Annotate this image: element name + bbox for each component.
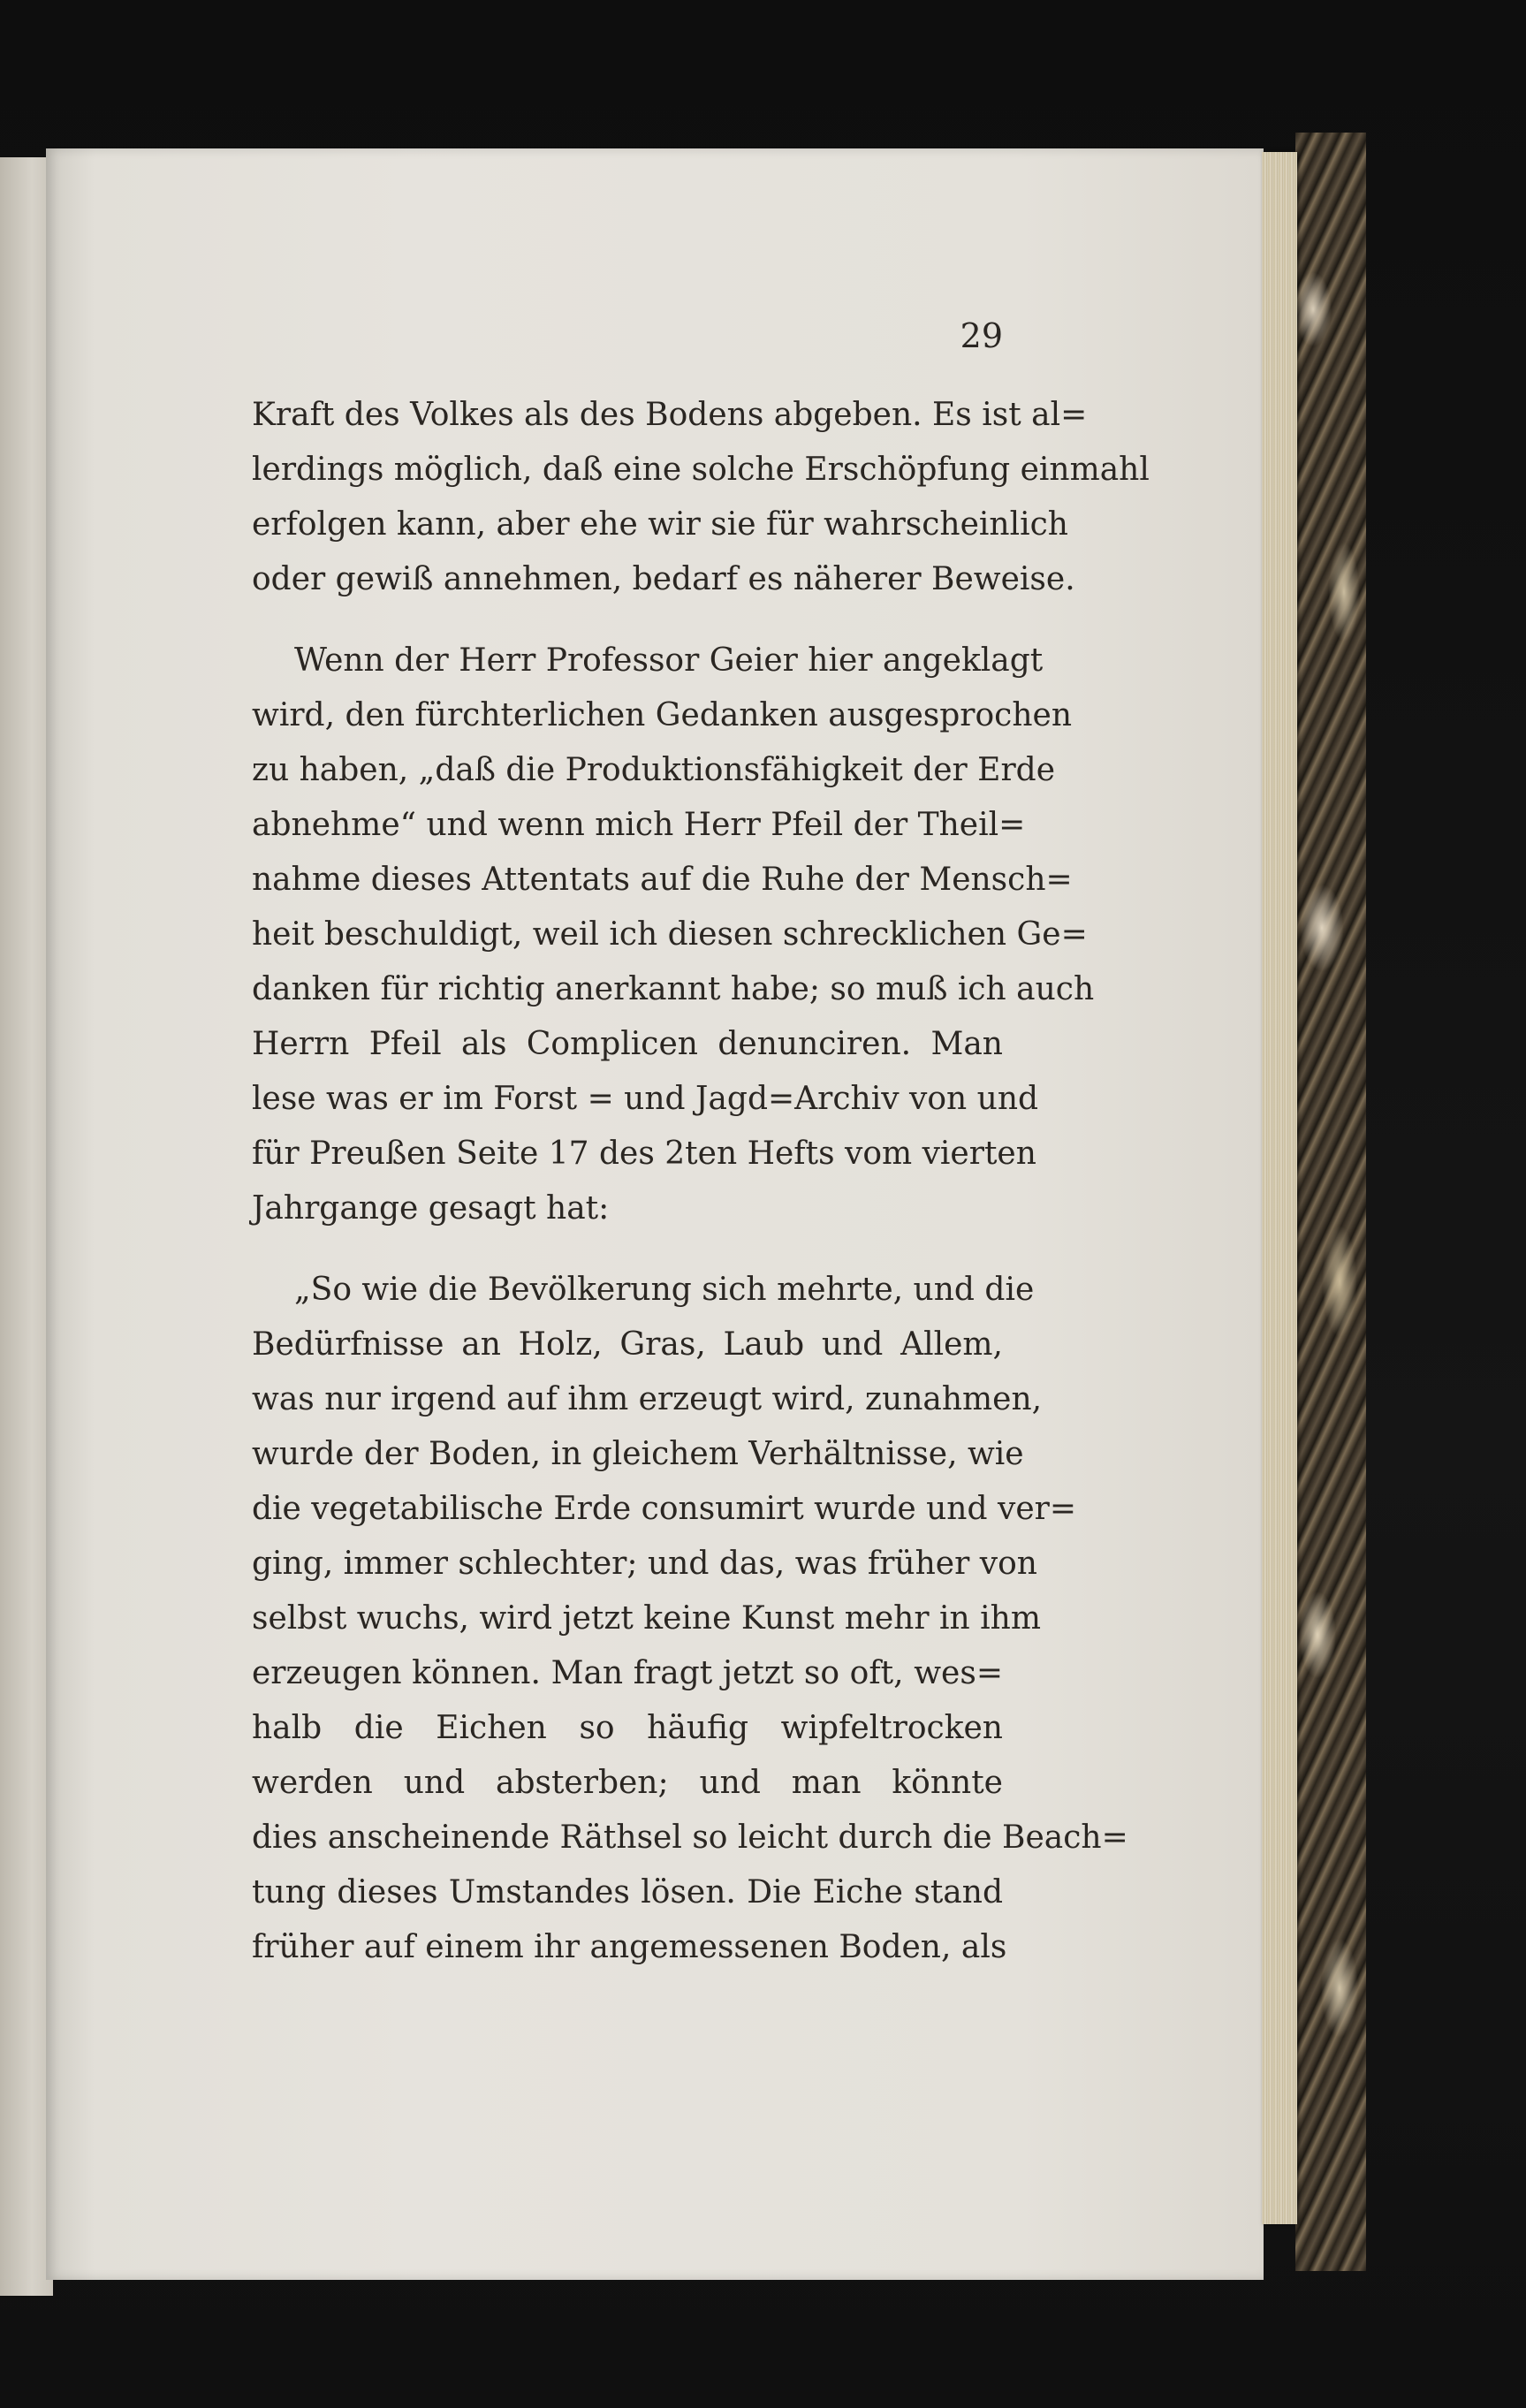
text-line: zu haben, „daß die Produktionsfähigkeit der Erde xyxy=(252,752,1055,788)
text-line: erfolgen kann, aber ehe wir sie für wahrscheinlich xyxy=(252,506,1068,543)
text-line: Kraft des Volkes als des Bodens abgeben. Es ist al= xyxy=(252,397,1088,433)
text-line: selbst wuchs, wird jetzt keine Kunst mehr in ihm xyxy=(252,1600,1041,1637)
text-line: lese was er im Forst = und Jagd=Archiv von und xyxy=(252,1081,1039,1117)
text-line: oder gewiß annehmen, bedarf es näherer Beweise. xyxy=(252,561,1075,597)
text-line: Jahrgange gesagt hat: xyxy=(252,1190,610,1227)
marbled-cover xyxy=(1295,133,1366,2271)
text-line: Bedürfnisse an Holz, Gras, Laub und Allem, xyxy=(252,1326,1003,1363)
text-line: was nur irgend auf ihm erzeugt wird, zunahmen, xyxy=(252,1381,1043,1417)
text-line: nahme dieses Attentats auf die Ruhe der Mensch= xyxy=(252,862,1073,898)
text-line: werden und absterben; und man könnte xyxy=(252,1765,1003,1801)
text-line: ging, immer schlechter; und das, was früher von xyxy=(252,1546,1037,1582)
text-line: früher auf einem ihr angemessenen Boden, als xyxy=(252,1929,1007,1965)
page-block-edge xyxy=(1262,152,1297,2224)
page-number: 29 xyxy=(960,316,1003,355)
text-line: wird, den fürchterlichen Gedanken ausgesprochen xyxy=(252,697,1073,733)
text-line: für Preußen Seite 17 des 2ten Hefts vom vierten xyxy=(252,1136,1036,1172)
text-line: „So wie die Bevölkerung sich mehrte, und die xyxy=(294,1272,1035,1308)
text-line: lerdings möglich, daß eine solche Erschöpfung einmahl xyxy=(252,452,1150,488)
text-line: heit beschuldigt, weil ich diesen schrecklichen Ge= xyxy=(252,916,1088,953)
text-line: abnehme“ und wenn mich Herr Pfeil der Theil= xyxy=(252,807,1026,843)
text-line: Wenn der Herr Professor Geier hier angeklagt xyxy=(294,642,1044,679)
text-line: die vegetabilische Erde consumirt wurde und ver= xyxy=(252,1491,1076,1527)
previous-page-edge xyxy=(0,157,53,2296)
text-line: Herrn Pfeil als Complicen denunciren. Man xyxy=(252,1026,1003,1062)
text-line: erzeugen können. Man fragt jetzt so oft, wes= xyxy=(252,1655,1003,1691)
text-line: dies anscheinende Räthsel so leicht durch die Beach= xyxy=(252,1819,1128,1856)
text-line: danken für richtig anerkannt habe; so muß ich auch xyxy=(252,971,1095,1007)
text-line: wurde der Boden, in gleichem Verhältnisse, wie xyxy=(252,1436,1024,1472)
text-line: tung dieses Umstandes lösen. Die Eiche stand xyxy=(252,1874,1003,1910)
text-line: halb die Eichen so häufig wipfeltrocken xyxy=(252,1710,1003,1746)
